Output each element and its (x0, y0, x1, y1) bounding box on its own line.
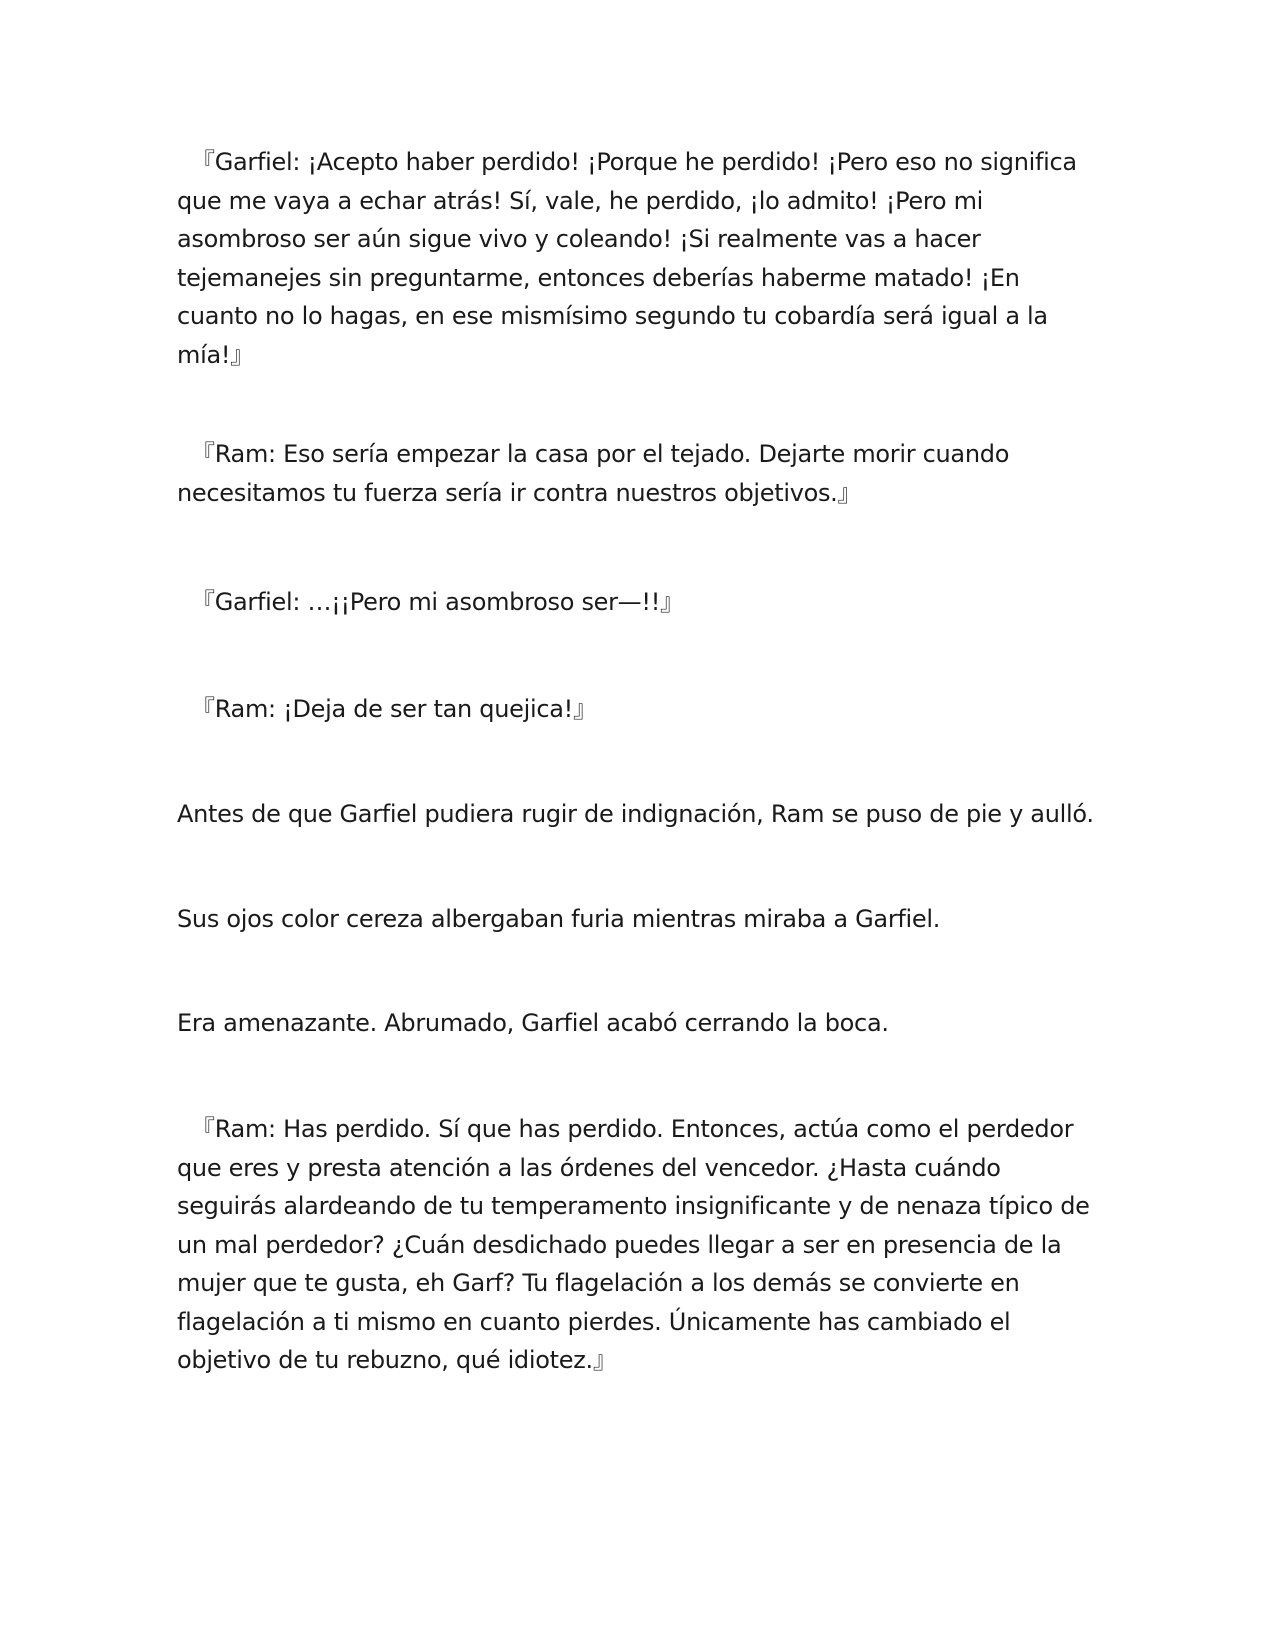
narration-paragraph: Sus ojos color cereza albergaban furia mientras miraba a Garfiel. (177, 905, 941, 933)
dialogue-paragraph: 『Ram: ¡Deja de ser tan quejica!』 (191, 695, 597, 723)
narration-paragraph: Era amenazante. Abrumado, Garfiel acabó cerrando la boca. (177, 1009, 889, 1037)
narration-paragraph: Antes de que Garfiel pudiera rugir de indignación, Ram se puso de pie y aulló. (177, 800, 1094, 828)
dialogue-paragraph: 『Ram: Has perdido. Sí que has perdido. Entonces, actúa como el perdedor que eres y presta atención a las órdenes del vencedor. ¿Hasta cuándo seguirás alardeando de tu temperamento insignificante y de nenaza típico de un mal perdedor? ¿Cuán desdichado puedes llegar a ser en presencia de la mujer que te gusta, eh Garf? Tu flagelación a los demás se convierte en flagelación a ti mismo en cuanto pierdes. Únicamente has cambiado el objetivo de tu rebuzno, qué idiotez.』 (177, 1115, 1090, 1374)
dialogue-paragraph: 『Ram: Eso sería empezar la casa por el tejado. Dejarte morir cuando necesitamos tu fuerza sería ir contra nuestros objetivos.』 (177, 440, 1010, 507)
dialogue-paragraph: 『Garfiel: …¡¡Pero mi asombroso ser—!!』 (191, 588, 684, 616)
dialogue-paragraph: 『Garfiel: ¡Acepto haber perdido! ¡Porque he perdido! ¡Pero eso no significa que me vaya a echar atrás! Sí, vale, he perdido, ¡lo admito! ¡Pero mi asombroso ser aún sigue vivo y coleando! ¡Si realmente vas a hacer tejemanejes sin preguntarme, entonces deberías haberme matado! ¡En cuanto no lo hagas, en ese mismísimo segundo tu cobardía será igual a la mía!』 (177, 148, 1077, 369)
